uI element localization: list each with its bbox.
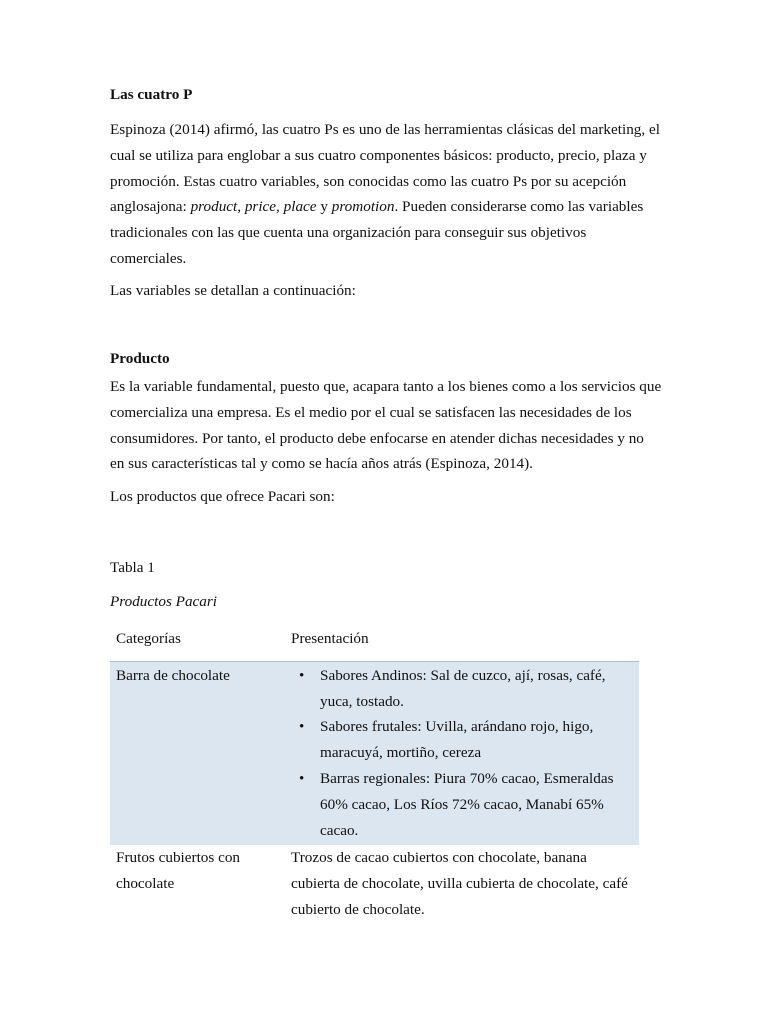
- table-caption: Productos Pacari: [110, 593, 218, 610]
- bullet-item: • Sabores Andinos: Sal de cuzco, ají, rosas, café, yuca, tostado.: [291, 663, 633, 715]
- presentation-bullet-list: [291, 663, 633, 844]
- intro-emphasis-2: promotion: [331, 198, 395, 216]
- category-cell: Barra de chocolate: [110, 661, 285, 845]
- intro-text-3: . Pueden considerarse como las variables tradicionales con las que cuenta una organización para conseguir sus objetivos comerciales.: [110, 198, 644, 267]
- products-line: Los productos que ofrece Pacari son:: [110, 488, 335, 505]
- table-label: Tabla 1: [110, 559, 155, 576]
- table-row: [110, 661, 639, 845]
- intro-text-2: y: [316, 198, 332, 216]
- category-cell: Frutos cubiertos con chocolate: [116, 849, 241, 893]
- intro-emphasis-1: product, price, place: [190, 198, 317, 216]
- producto-title: Producto: [110, 350, 170, 367]
- presentation-cell: [285, 661, 639, 845]
- producto-paragraph: Es la variable fundamental, puesto que, acapara tanto a los bienes como a los servicios que comercializa una empresa. Es el medio por el cual se satisfacen las necesidades de los consumidores. Por tanto, el producto debe enfocarse en atender dichas necesidades y no en sus características tal y como se hacía años atrás (Espinoza, 2014).: [110, 378, 662, 473]
- intro-text-1: Espinoza (2014) afirmó, las cuatro Ps es uno de las herramientas clásicas del marketing, el cual se utiliza para englobar a sus cuatro componentes básicos: producto, precio, plaza y promoción. Estas cuatro variables, son conocidas como las cuatro Ps por su acepción anglosajona:: [110, 121, 660, 216]
- bullet-item: • Sabores frutales: Uvilla, arándano rojo, higo, maracuyá, mortiño, cereza: [291, 714, 633, 766]
- table-header-row: [110, 624, 639, 661]
- table-row: [110, 845, 639, 922]
- intro-paragraph: [110, 117, 662, 272]
- variables-line: Las variables se detallan a continuación:: [110, 282, 356, 299]
- header-categorias: Categorías: [116, 630, 181, 647]
- presentation-cell: Trozos de cacao cubiertos con chocolate, banana cubierta de chocolate, uvilla cubierta de chocolate, café cubierto de chocolate.: [291, 849, 628, 918]
- header-presentacion: Presentación: [291, 630, 369, 647]
- bullet-item: • Barras regionales: Piura 70% cacao, Esmeraldas 60% cacao, Los Ríos 72% cacao, Manabí 65% cacao.: [291, 766, 633, 843]
- section-title: Las cuatro P: [110, 86, 193, 103]
- products-table: [110, 624, 639, 923]
